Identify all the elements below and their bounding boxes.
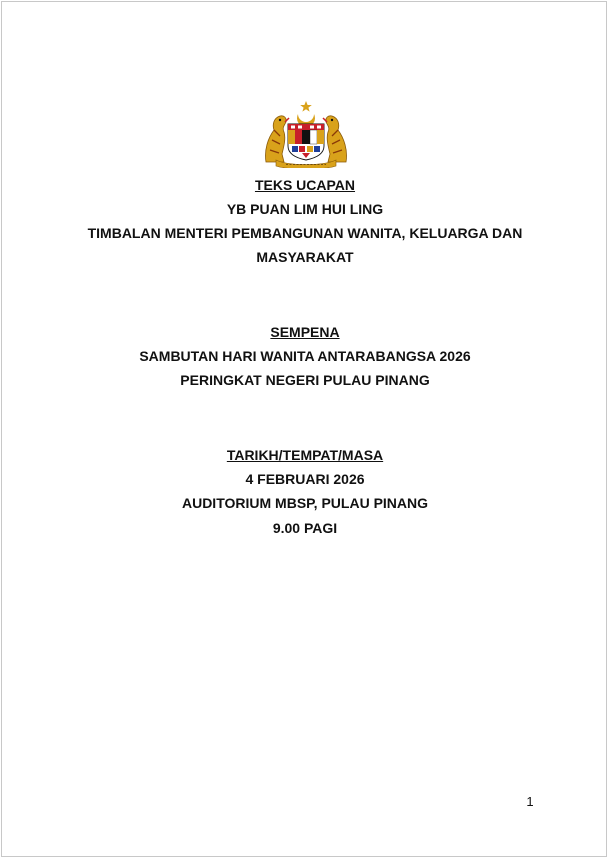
details-heading: TARIKH/TEMPAT/MASA (226, 447, 384, 463)
page-number: 1 (526, 794, 534, 809)
event-time: 9.00 PAGI (272, 520, 338, 536)
occasion-heading: SEMPENA (270, 324, 340, 340)
event-title-line-2: PERINGKAT NEGERI PULAU PINANG (180, 372, 430, 388)
speaker-position-line-2: MASYARAKAT (256, 249, 354, 265)
malaysia-coat-of-arms-icon (262, 100, 350, 168)
speaker-position-line-1: TIMBALAN MENTERI PEMBANGUNAN WANITA, KELUARGA DAN (87, 225, 523, 241)
event-title-line-1: SAMBUTAN HARI WANITA ANTARABANGSA 2026 (139, 348, 471, 364)
event-venue: AUDITORIUM MBSP, PULAU PINANG (181, 495, 429, 511)
document-heading: TEKS UCAPAN (254, 177, 356, 193)
event-date: 4 FEBRUARI 2026 (245, 471, 365, 487)
document-page (1, 1, 607, 857)
speaker-name: YB PUAN LIM HUI LING (226, 201, 384, 217)
